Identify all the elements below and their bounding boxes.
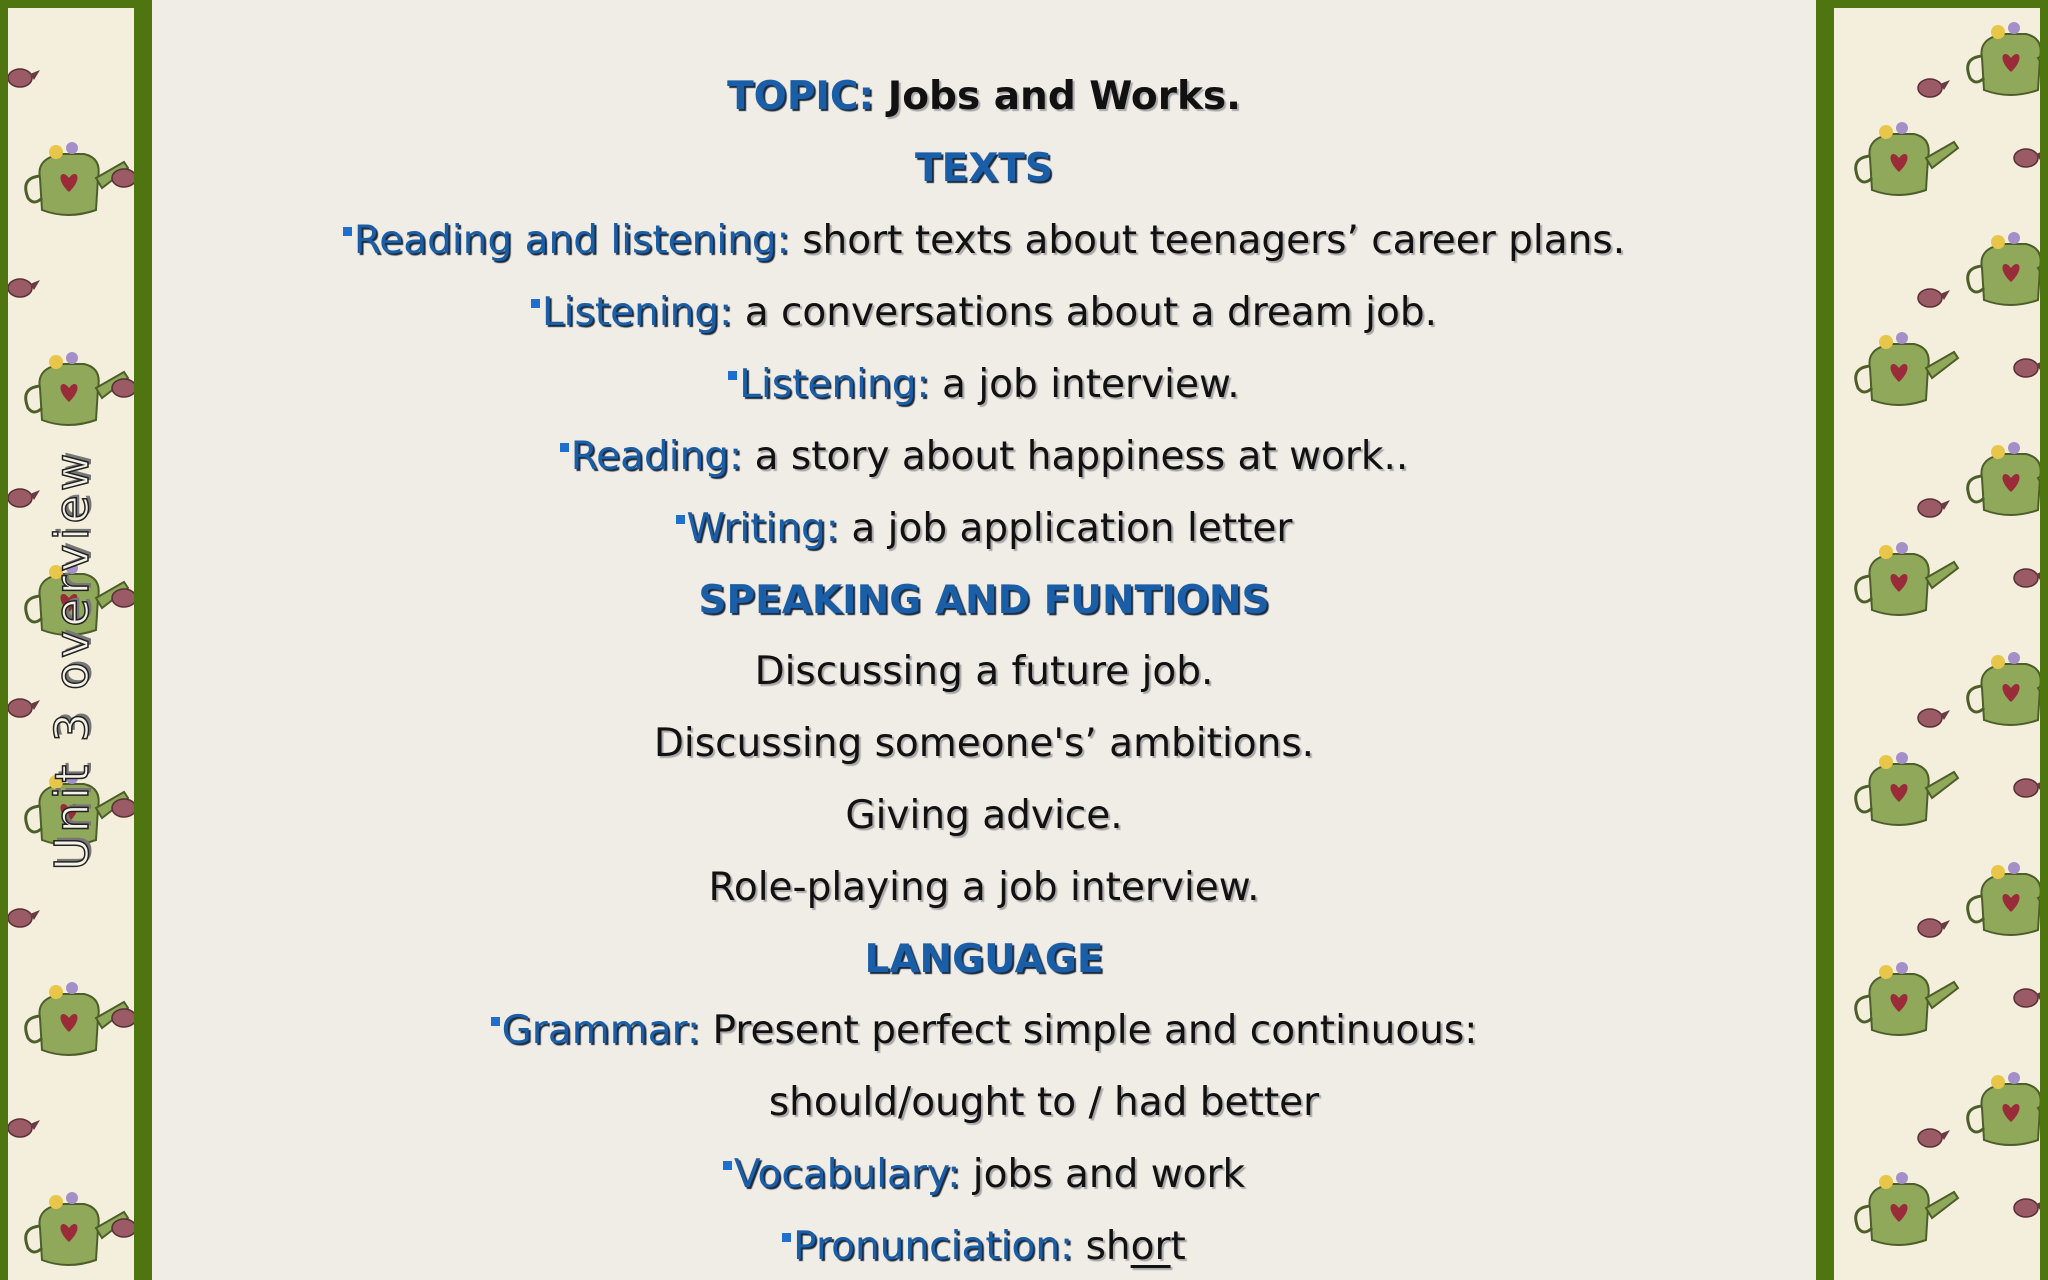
bird-icon [112,589,144,607]
bullet-icon [560,443,569,452]
texts-heading: TEXTS [914,146,1053,191]
bird-icon [112,169,144,187]
speaking-item: Giving advice. [845,793,1123,838]
bullet-icon [723,1161,732,1170]
bird-icon [1918,289,1950,307]
topic-line [152,73,1816,121]
bird-icon [2014,359,2046,377]
bullet-icon [531,299,540,308]
watering-can-icon [1856,122,1958,195]
texts-item-label: Reading and listening: [353,218,790,263]
watering-can-icon [1856,962,1958,1035]
bird-icon [112,799,144,817]
speaking-item: Discussing someone's’ ambitions. [653,721,1315,766]
slide-content [152,0,1816,1280]
bird-icon [8,909,40,927]
watering-can-icon [1968,652,2048,725]
texts-item-label: Writing: [686,506,839,551]
texts-item-label: Reading: [570,434,743,479]
bullet-icon [491,1017,500,1026]
bird-icon [1918,79,1950,97]
texts-item-label: Listening: [541,290,733,335]
texts-item-text: short texts about teenagers’ career plans. [802,218,1626,263]
grammar-label: Grammar: [501,1008,701,1053]
pronunciation-text-post: t [1170,1224,1186,1269]
bird-icon [8,1119,40,1137]
pronunciation-text [1086,1224,1186,1269]
bird-icon [112,1009,144,1027]
grammar-text-continued: should/ought to / had better [768,1080,1320,1125]
texts-item-text: a job application letter [851,506,1293,551]
bullet-icon [676,515,685,524]
bird-icon [2014,989,2046,1007]
bird-icon [1918,709,1950,727]
watering-can-icon [1856,1172,1958,1245]
texts-item-text: a story about happiness at work.. [754,434,1409,479]
texts-item-text: a conversations about a dream job. [744,290,1438,335]
pronunciation-text-underlined: or [1130,1224,1171,1269]
speaking-heading: SPEAKING AND FUNTIONS [698,578,1270,623]
bird-icon [2014,1199,2046,1217]
vocabulary-label: Vocabulary: [733,1152,961,1197]
topic-value: Jobs and Works. [887,74,1241,119]
watering-can-icon [1968,1072,2048,1145]
watering-can-icon [1968,232,2048,305]
bird-icon [8,699,40,717]
bird-icon [8,489,40,507]
topic-label: TOPIC: [727,74,875,119]
bird-icon [2014,779,2046,797]
watering-can-icon [1856,332,1958,405]
bird-icon [112,379,144,397]
watering-can-icon [1856,542,1958,615]
bird-icon [1918,1129,1950,1147]
bird-icon [8,279,40,297]
texts-item [152,361,1816,409]
watering-can-icon [1968,22,2048,95]
watering-can-icon [1856,752,1958,825]
bullet-icon [728,371,737,380]
grammar-text: Present perfect simple and continuous: [712,1008,1478,1053]
watering-can-icon [1968,442,2048,515]
speaking-item: Role-playing a job interview. [708,865,1260,910]
bird-icon [8,69,40,87]
unit-overview-label: Unit 3 overview [45,449,99,871]
pronunciation-text-pre: sh [1085,1224,1131,1269]
bullet-icon [343,227,352,236]
watering-can-icon [1968,862,2048,935]
vocabulary-line [152,1151,1816,1199]
texts-item [152,217,1816,265]
bird-icon [112,1219,144,1237]
texts-item [152,289,1816,337]
texts-item-text: a job interview. [942,362,1240,407]
pronunciation-line [152,1223,1816,1271]
bird-icon [2014,149,2046,167]
bird-icon [2014,569,2046,587]
texts-item [152,433,1816,481]
bird-icon [1918,919,1950,937]
bullet-icon [782,1233,791,1242]
bird-icon [1918,499,1950,517]
grammar-line [152,1007,1816,1055]
vocabulary-text: jobs and work [972,1152,1246,1197]
language-heading: LANGUAGE [864,937,1104,982]
texts-item [152,505,1816,553]
speaking-item: Discussing a future job. [754,649,1214,694]
texts-item-label: Listening: [739,362,930,407]
pronunciation-label: Pronunciation: [793,1224,1074,1269]
